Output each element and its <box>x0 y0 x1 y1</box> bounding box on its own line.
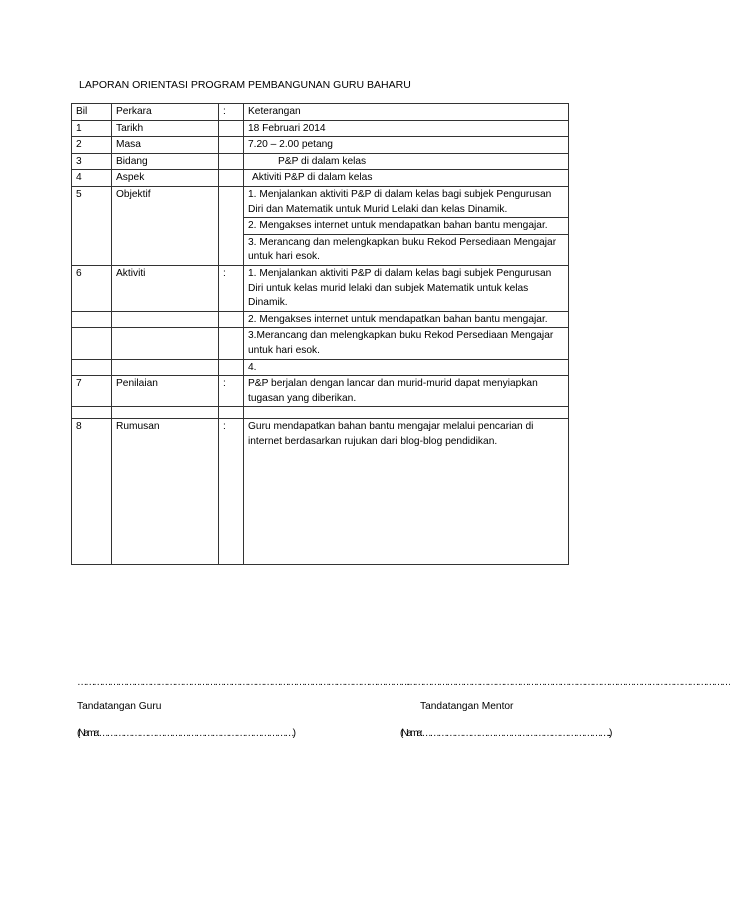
empty-cell <box>219 359 244 376</box>
row-keterangan: P&P berjalan dengan lancar dan murid-murid dapat menyiapkan tugasan yang diberikan. <box>244 376 569 407</box>
row-bil: 5 <box>72 186 112 265</box>
row-colon: : <box>219 419 244 565</box>
row-bil: 3 <box>72 153 112 170</box>
empty-cell <box>219 311 244 328</box>
empty-cell <box>219 328 244 359</box>
table-row <box>72 153 569 170</box>
table-row <box>72 419 569 565</box>
row-colon <box>219 153 244 170</box>
table-header-row <box>72 104 569 121</box>
table-row <box>72 265 569 311</box>
empty-cell <box>72 407 112 419</box>
mentor-signature-line: …………………………………………………………………………………………………………. <box>406 677 730 688</box>
row-keterangan: 18 Februari 2014 <box>244 120 569 137</box>
mentor-signature-label: Tandatangan Mentor <box>420 701 514 712</box>
row-keterangan: Aktiviti P&P di dalam kelas <box>244 170 569 187</box>
empty-cell <box>112 328 219 359</box>
table-spacer-row <box>72 407 569 419</box>
table-subrow <box>72 359 569 376</box>
guru-name-field: (Nama: ………………………………………………………………) <box>77 728 294 739</box>
empty-cell <box>112 407 219 419</box>
row-colon <box>219 186 244 265</box>
row-keterangan-item: 2. Mengakses internet untuk mendapatkan bahan bantu mengajar. <box>244 311 569 328</box>
row-bil: 7 <box>72 376 112 407</box>
row-colon: : <box>219 265 244 311</box>
table-row <box>72 120 569 137</box>
row-perkara: Aktiviti <box>112 265 219 311</box>
row-bil: 2 <box>72 137 112 154</box>
row-keterangan-item: 2. Mengakses internet untuk mendapatkan bahan bantu mengajar. <box>244 218 569 235</box>
row-perkara: Penilaian <box>112 376 219 407</box>
empty-cell <box>72 311 112 328</box>
row-perkara: Aspek <box>112 170 219 187</box>
row-perkara: Objektif <box>112 186 219 265</box>
table-row <box>72 137 569 154</box>
row-keterangan-item: 1. Menjalankan aktiviti P&P di dalam kelas bagi subjek Pengurusan Diri untuk kelas murid lelaki dan subjek Matematik untuk kelas Dinamik. <box>244 265 569 311</box>
row-perkara: Bidang <box>112 153 219 170</box>
empty-cell <box>112 359 219 376</box>
row-keterangan-item: 4. <box>244 359 569 376</box>
table-subrow <box>72 311 569 328</box>
mentor-name-field: (Nama: ……………………………………………………………..) <box>400 728 611 739</box>
table-row <box>72 186 569 217</box>
empty-cell <box>72 328 112 359</box>
guru-signature-label: Tandatangan Guru <box>77 701 162 712</box>
row-colon: : <box>219 376 244 407</box>
row-colon <box>219 137 244 154</box>
row-keterangan-item: 3. Merancang dan melengkapkan buku Rekod Persediaan Mengajar untuk hari esok. <box>244 234 569 265</box>
document-title: LAPORAN ORIENTASI PROGRAM PEMBANGUNAN GURU BAHARU <box>79 79 411 91</box>
table-row <box>72 376 569 407</box>
guru-signature-line: …………………………………………………………………………………………………………… <box>77 677 409 688</box>
header-perkara: Perkara <box>112 104 219 121</box>
row-perkara: Rumusan <box>112 419 219 565</box>
row-bil: 6 <box>72 265 112 311</box>
row-colon <box>219 120 244 137</box>
row-bil: 4 <box>72 170 112 187</box>
row-keterangan: Guru mendapatkan bahan bantu mengajar melalui pencarian di internet berdasarkan rujukan dari blog-blog pendidikan. <box>244 419 569 565</box>
row-colon <box>219 170 244 187</box>
row-keterangan-item: 3.Merancang dan melengkapkan buku Rekod Persediaan Mengajar untuk hari esok. <box>244 328 569 359</box>
row-perkara: Tarikh <box>112 120 219 137</box>
row-bil: 1 <box>72 120 112 137</box>
empty-cell <box>219 407 244 419</box>
header-keterangan: Keterangan <box>244 104 569 121</box>
header-bil: Bil <box>72 104 112 121</box>
row-perkara: Masa <box>112 137 219 154</box>
empty-cell <box>112 311 219 328</box>
empty-cell <box>244 407 569 419</box>
row-keterangan-item: 1. Menjalankan aktiviti P&P di dalam kelas bagi subjek Pengurusan Diri dan Matematik untuk Murid Lelaki dan kelas Dinamik. <box>244 186 569 217</box>
report-table <box>71 103 569 565</box>
table-row <box>72 170 569 187</box>
empty-cell <box>72 359 112 376</box>
header-colon: : <box>219 104 244 121</box>
row-keterangan: 7.20 – 2.00 petang <box>244 137 569 154</box>
row-keterangan: P&P di dalam kelas <box>244 153 569 170</box>
row-bil: 8 <box>72 419 112 565</box>
table-subrow <box>72 328 569 359</box>
